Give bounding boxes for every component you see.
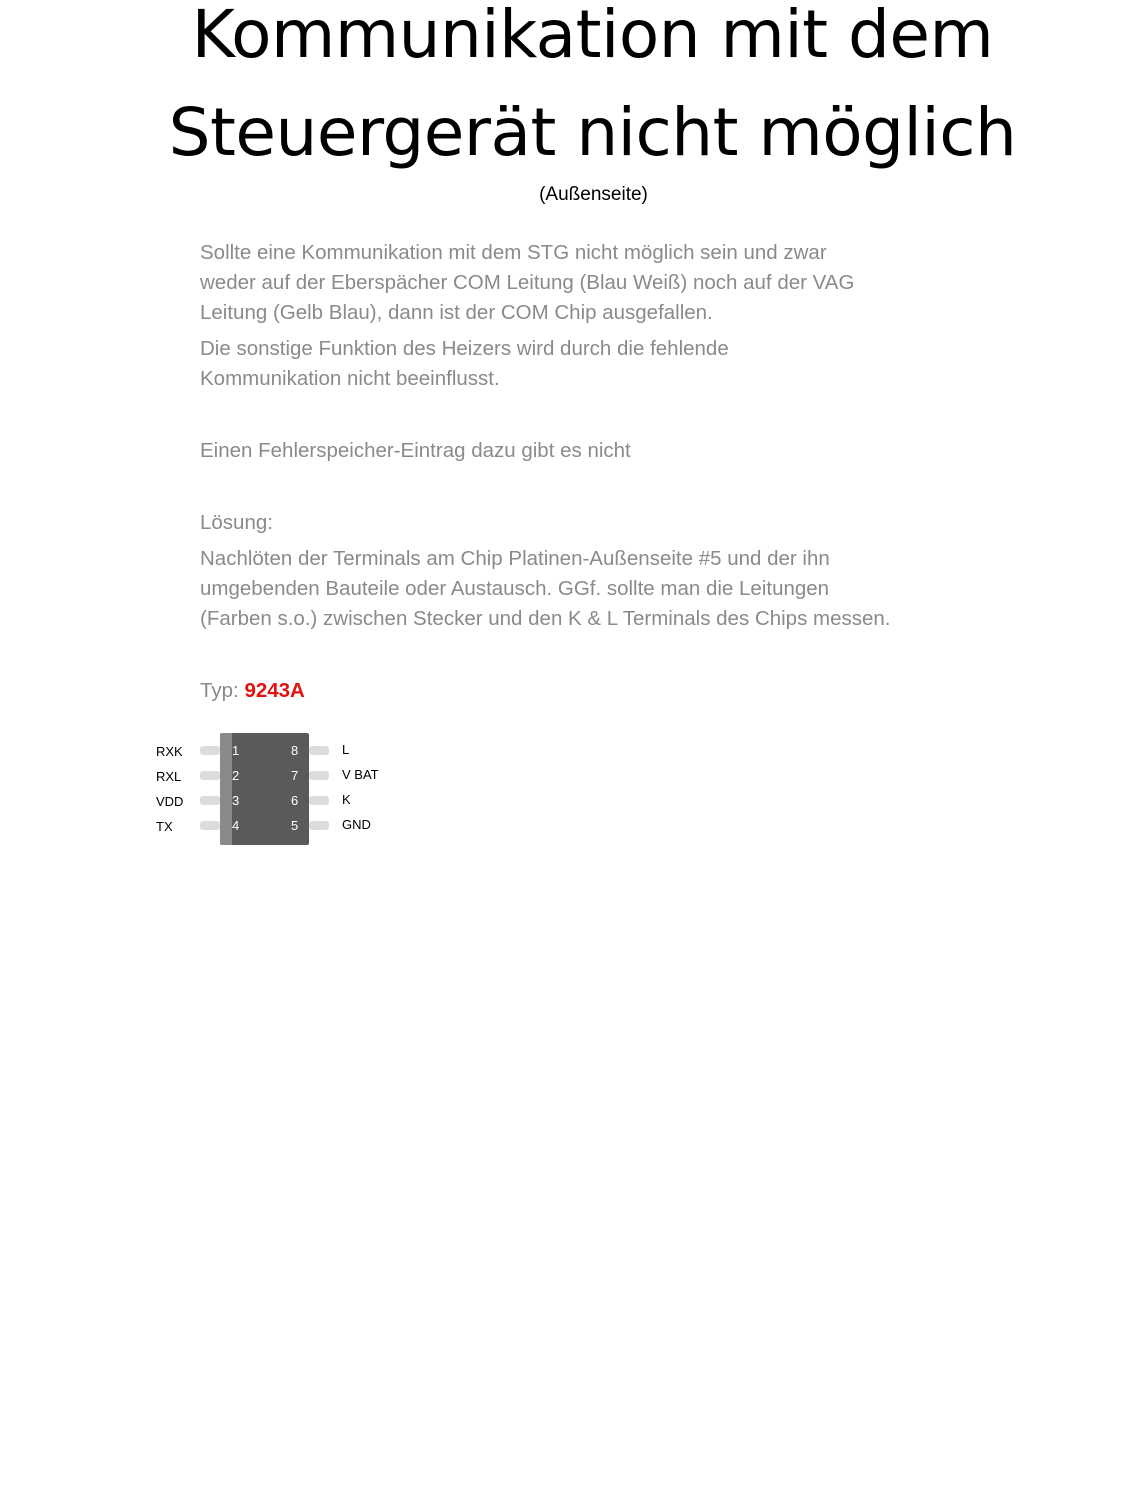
paragraph-line: (Farben s.o.) zwischen Stecker und den K & L Terminals des Chips messen. — [200, 607, 891, 630]
paragraph-solution — [200, 544, 990, 634]
pin-label-right: L — [342, 742, 350, 757]
paragraph-line: Sollte eine Kommunikation mit dem STG nicht möglich sein und zwar — [200, 241, 827, 264]
chip-pin-stub — [200, 746, 220, 755]
chip-pin-stub — [200, 796, 220, 805]
chip-pin-stub — [309, 746, 329, 755]
paragraph-symptom — [200, 238, 990, 328]
pin-number-left: 2 — [232, 768, 240, 783]
page-subtitle: (Außenseite) — [539, 184, 648, 205]
typ-value: 9243A — [244, 679, 305, 702]
loesung-heading: Lösung: — [200, 511, 273, 534]
pin-label-right: V BAT — [342, 767, 379, 782]
paragraph-line: umgebenden Bauteile oder Austausch. GGf. sollte man die Leitungen — [200, 577, 830, 600]
chip-pin-stub — [309, 796, 329, 805]
pin-number-right: 6 — [291, 793, 299, 808]
pin-number-left: 3 — [232, 793, 240, 808]
paragraph-line: Die sonstige Funktion des Heizers wird durch die fehlende — [200, 337, 729, 360]
pin-label-left: TX — [156, 819, 173, 834]
paragraph-error-memory: Einen Fehlerspeicher-Eintrag dazu gibt es nicht — [200, 439, 631, 462]
paragraph-function — [200, 334, 990, 394]
chip-pin-stub — [200, 771, 220, 780]
pin-label-right: K — [342, 792, 351, 807]
pin-number-left: 4 — [232, 818, 240, 833]
pin-label-left: RXL — [156, 769, 182, 784]
pin-label-right: GND — [342, 817, 371, 832]
chip-pin-stub — [309, 771, 329, 780]
paragraph-line: Nachlöten der Terminals am Chip Platinen-Außenseite #5 und der ihn — [200, 547, 830, 570]
chip-pin1-stripe — [220, 733, 232, 845]
pin-number-right: 5 — [291, 818, 299, 833]
title-line-1: Kommunikation mit dem — [191, 0, 994, 73]
chip-pin-stub — [200, 821, 220, 830]
typ-line — [200, 676, 990, 706]
chip-pinout-diagram — [150, 730, 410, 860]
pin-label-left: VDD — [156, 794, 184, 809]
pin-number-right: 8 — [291, 743, 299, 758]
pin-number-left: 1 — [232, 743, 240, 758]
pin-number-right: 7 — [291, 768, 299, 783]
typ-label: Typ: — [200, 679, 239, 702]
title-line-2: Steuergerät nicht möglich — [168, 94, 1017, 171]
paragraph-line: Kommunikation nicht beeinflusst. — [200, 367, 500, 390]
paragraph-line: Leitung (Gelb Blau), dann ist der COM Chip ausgefallen. — [200, 301, 713, 324]
page-title — [0, 0, 1125, 182]
pin-label-left: RXK — [156, 744, 183, 759]
paragraph-line: weder auf der Eberspächer COM Leitung (Blau Weiß) noch auf der VAG — [200, 271, 855, 294]
chip-pin-stub — [309, 821, 329, 830]
